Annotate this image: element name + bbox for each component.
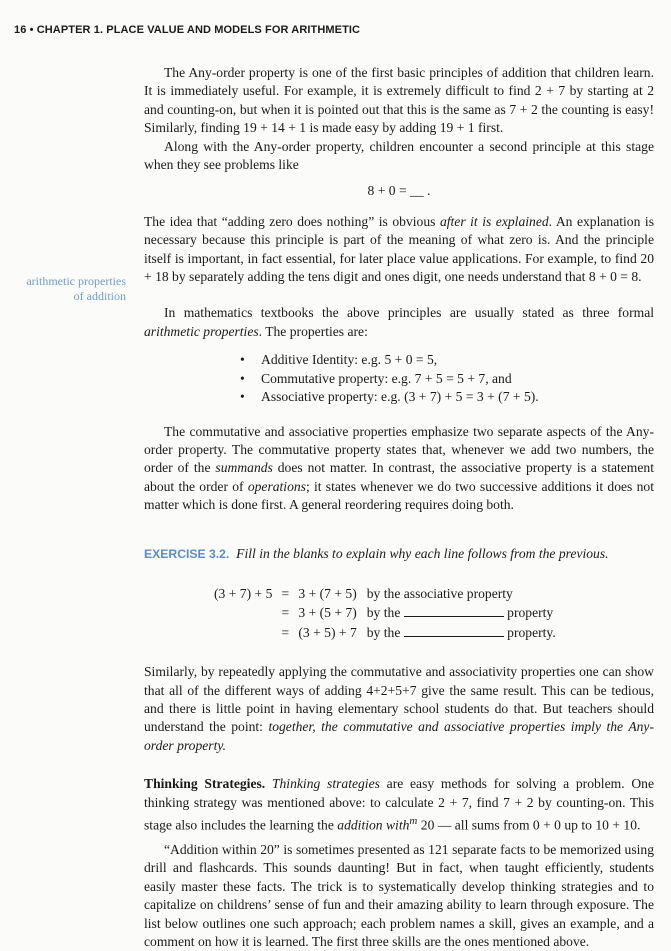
exercise-table: [214, 585, 556, 643]
equation-lhs: (3 + 7) + 5: [214, 585, 273, 601]
paragraph-thinking-strategies: [144, 775, 654, 835]
equals-sign: =: [281, 585, 290, 601]
emphasis-text: Thinking strategies: [271, 776, 380, 792]
equation-rhs: 3 + (5 + 7): [298, 605, 357, 621]
text-run: In mathematics textbooks the above principles are usually stated as three formal: [164, 305, 654, 321]
paragraph-reordering: [144, 663, 654, 755]
text-run: ; it states whenever we do two successive additions it does not matter which is done first. A general reordering requires doing both.: [144, 478, 654, 513]
emphasis-text: after it is explained: [439, 213, 549, 229]
text-run: . An explanation is necessary because this principle is part of the meaning of what zero is. And the principle itself is important, in fact essential, for later place value applications. For example, to find 20 + 18 by separately adding the tens digit and ones digit, one needs understand that 8 + 0 = 8.: [144, 213, 654, 285]
justification: [367, 585, 556, 604]
justification-text: by the associative property: [366, 585, 513, 601]
list-item: • Commutative property: e.g. 7 + 5 = 5 + 7, and: [240, 370, 654, 388]
text-run: 20 — all sums from 0 + 0 up to 10 + 10.: [417, 817, 641, 833]
text-run: Similarly, by repeatedly applying the commutative and associativity properties one can show that all of the different ways of adding 4+2+5+7 give the same result. This can be tedious, and there is little point in having elementary school students do that. But teachers should understand the point:: [144, 664, 654, 735]
equation-lhs: [214, 604, 272, 623]
justification-text: by the: [366, 605, 401, 621]
equation-rhs: 3 + (7 + 5): [298, 585, 357, 601]
emphasis-text: operations: [247, 478, 306, 494]
justification: [367, 604, 556, 623]
equation-lhs: [214, 624, 272, 643]
justification-text: by the: [366, 624, 401, 640]
margin-note-line: of addition: [73, 289, 126, 303]
margin-note-line: arithmetic properties: [26, 274, 126, 288]
paragraph-formal-properties: [144, 304, 654, 341]
paragraph-commutative-associative: [144, 423, 654, 515]
text-run: [265, 776, 272, 791]
table-row: [214, 604, 556, 623]
handwritten-mark: m: [409, 815, 418, 827]
emphasis-text: summands: [215, 460, 273, 476]
exercise-heading: [144, 545, 654, 563]
property-list: [240, 351, 654, 406]
answer-blank[interactable]: [404, 604, 504, 617]
text-run: The commutative and associative properties emphasize two separate aspects of the Any-order property. The commutative property states that, whenever we add two numbers, the order of the: [144, 423, 654, 476]
justification-suffix: property: [507, 605, 554, 621]
text-run: . The properties are:: [258, 323, 368, 339]
paragraph-adding-zero: [144, 213, 654, 287]
list-item: • Associative property: e.g. (3 + 7) + 5 = 3 + (7 + 5).: [240, 388, 654, 406]
emphasis-text: arithmetic properties: [144, 323, 259, 339]
list-item: • Additive Identity: e.g. 5 + 0 = 5,: [240, 351, 654, 369]
text-run: The idea that “adding zero does nothing” is obvious: [144, 213, 440, 229]
answer-blank[interactable]: [404, 624, 504, 637]
paragraph-addition-within-20: “Addition within 20” is sometimes presented as 121 separate facts to be memorized using drill and flashcards. This sounds daunting! But in fact, when taught efficiently, students easily master these facts. The trick is to systematically develop thinking strategies and to capitalize on childrens’ sense of fun and their amazing ability to learn through exposure. The list below outlines one such approach; each problem names a skill, gives an example, and a comment on how it is learned. The first three skills are the ones mentioned above.: [144, 841, 654, 949]
exercise-prompt: Fill in the blanks to explain why each line follows from the previous.: [236, 545, 609, 561]
justification: [367, 624, 556, 643]
text-run: are easy methods for solving a problem. One thinking strategy was mentioned above: to calculate 2 + 7, find 7 + 2 by counting-on. This stage also includes the learning the: [144, 776, 654, 833]
emphasis-text: addition with: [337, 817, 410, 833]
display-equation: 8 + 0 = __ .: [367, 183, 431, 199]
equals-sign: =: [281, 624, 290, 640]
margin-note: [14, 274, 126, 304]
table-row: [214, 624, 556, 643]
main-text: [144, 64, 654, 951]
justification-suffix: property.: [507, 624, 556, 640]
text-run: does not matter. In contrast, the associative property is a statement about the order of: [144, 460, 654, 494]
equals-sign: =: [281, 605, 290, 621]
emphasis-text: together, the commutative and associative properties imply the Any-order property.: [144, 719, 654, 753]
exercise-label: EXERCISE 3.2.: [144, 546, 230, 561]
runin-heading: Thinking Strategies.: [144, 776, 266, 792]
running-header: 16 • CHAPTER 1. PLACE VALUE AND MODELS FOR ARITHMETIC: [14, 24, 361, 36]
paragraph-any-order: The Any-order property is one of the first basic principles of addition that children learn. It is immediately useful. For example, it is extremely difficult to find 2 + 7 by starting at 2 and counting-on, but when it is pointed out that this is the same as 7 + 2 the counting is easy! Similarly, finding 19 + 14 + 1 is made easy by adding 19 + 1 first.: [144, 65, 654, 136]
table-row: [214, 585, 556, 604]
equation-rhs: (3 + 5) + 7: [298, 624, 357, 640]
paragraph-second-principle: Along with the Any-order property, children encounter a second principle at this stage when they see problems like: [144, 138, 654, 173]
